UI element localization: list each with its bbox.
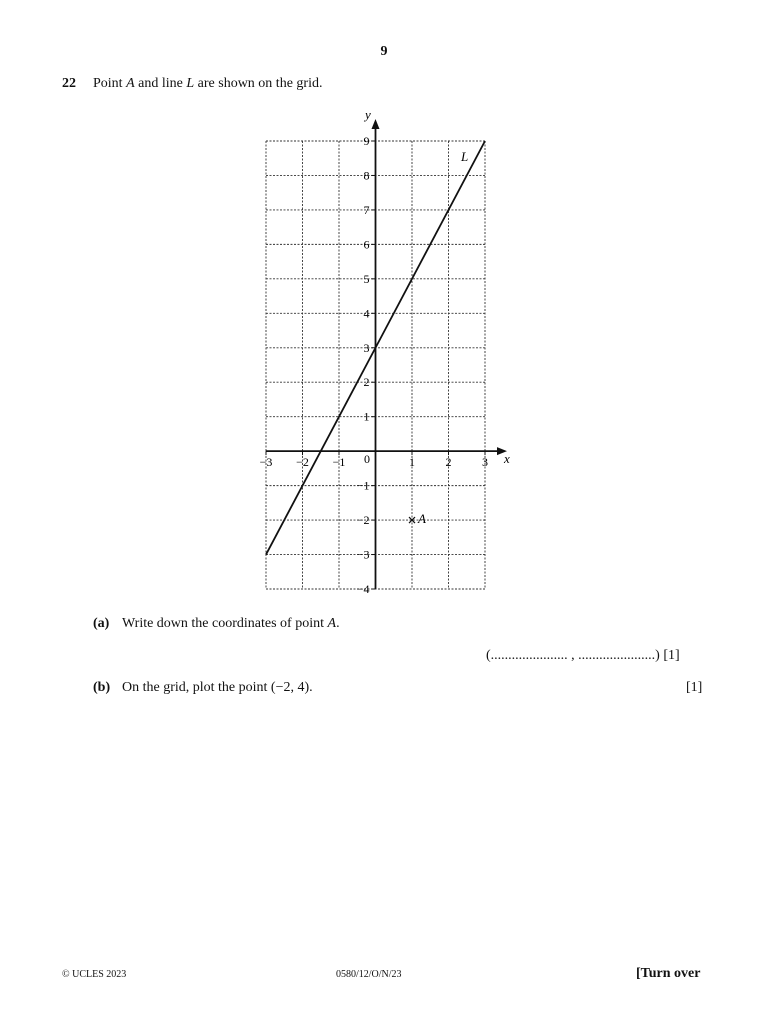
point-label: A (418, 511, 426, 526)
copyright: © UCLES 2023 (62, 969, 127, 980)
question-text-mid: and line (134, 76, 187, 91)
question-text-prefix: Point (93, 76, 127, 91)
part-a-text-end: . (336, 616, 340, 631)
part-a-marks: [1] (663, 648, 680, 663)
y-tick-label: −4 (356, 582, 370, 596)
turn-over: [Turn over (636, 966, 701, 981)
part-a-point-name: A (327, 616, 337, 631)
question-text-suffix: are shown on the grid. (194, 76, 323, 91)
answer-area[interactable] (486, 648, 680, 664)
y-tick-label: 2 (363, 375, 370, 390)
x-tick-label: 3 (482, 455, 488, 470)
axes (266, 119, 507, 589)
page-number: 9 (380, 44, 388, 59)
paper-code: 0580/12/O/N/23 (336, 969, 402, 980)
y-axis-arrow-icon (372, 119, 380, 129)
y-axis-label: y (365, 107, 371, 122)
y-tick-label: 4 (363, 306, 370, 321)
answer-line[interactable]: (...................... , ......................) (486, 648, 660, 663)
part-a-label: (a) (93, 616, 110, 631)
tick-labels (260, 134, 488, 596)
y-tick-label: 6 (363, 237, 370, 252)
x-axis-label: x (504, 451, 510, 466)
part-b-text: On the grid, plot the point (−2, 4). (122, 680, 313, 695)
part-a-text-main: Write down the coordinates of point (122, 616, 328, 631)
y-tick-label: 8 (363, 168, 370, 183)
x-tick-label: 2 (445, 455, 452, 470)
part-a-text (122, 616, 340, 632)
y-tick-label: 5 (363, 271, 370, 286)
y-tick-label: 7 (363, 202, 370, 217)
y-tick-label: −1 (356, 478, 370, 493)
y-tick-label: −3 (356, 547, 370, 562)
x-tick-label: −3 (259, 455, 273, 470)
y-tick-label: −2 (356, 513, 370, 528)
x-tick-label: −1 (332, 455, 346, 470)
part-b-marks: [1] (686, 680, 703, 695)
part-b-label: (b) (93, 680, 111, 695)
question-number: 22 (62, 76, 76, 91)
line-label: L (461, 149, 469, 164)
y-tick-label: 1 (363, 409, 370, 424)
y-tick-label: 9 (363, 134, 370, 148)
question-line-name: L (186, 76, 195, 91)
x-tick-label: 1 (409, 455, 415, 470)
question-point-name: A (126, 76, 135, 91)
y-tick-label: 3 (363, 340, 370, 355)
x-tick-label: −2 (296, 455, 309, 470)
origin-label: 0 (364, 452, 370, 466)
